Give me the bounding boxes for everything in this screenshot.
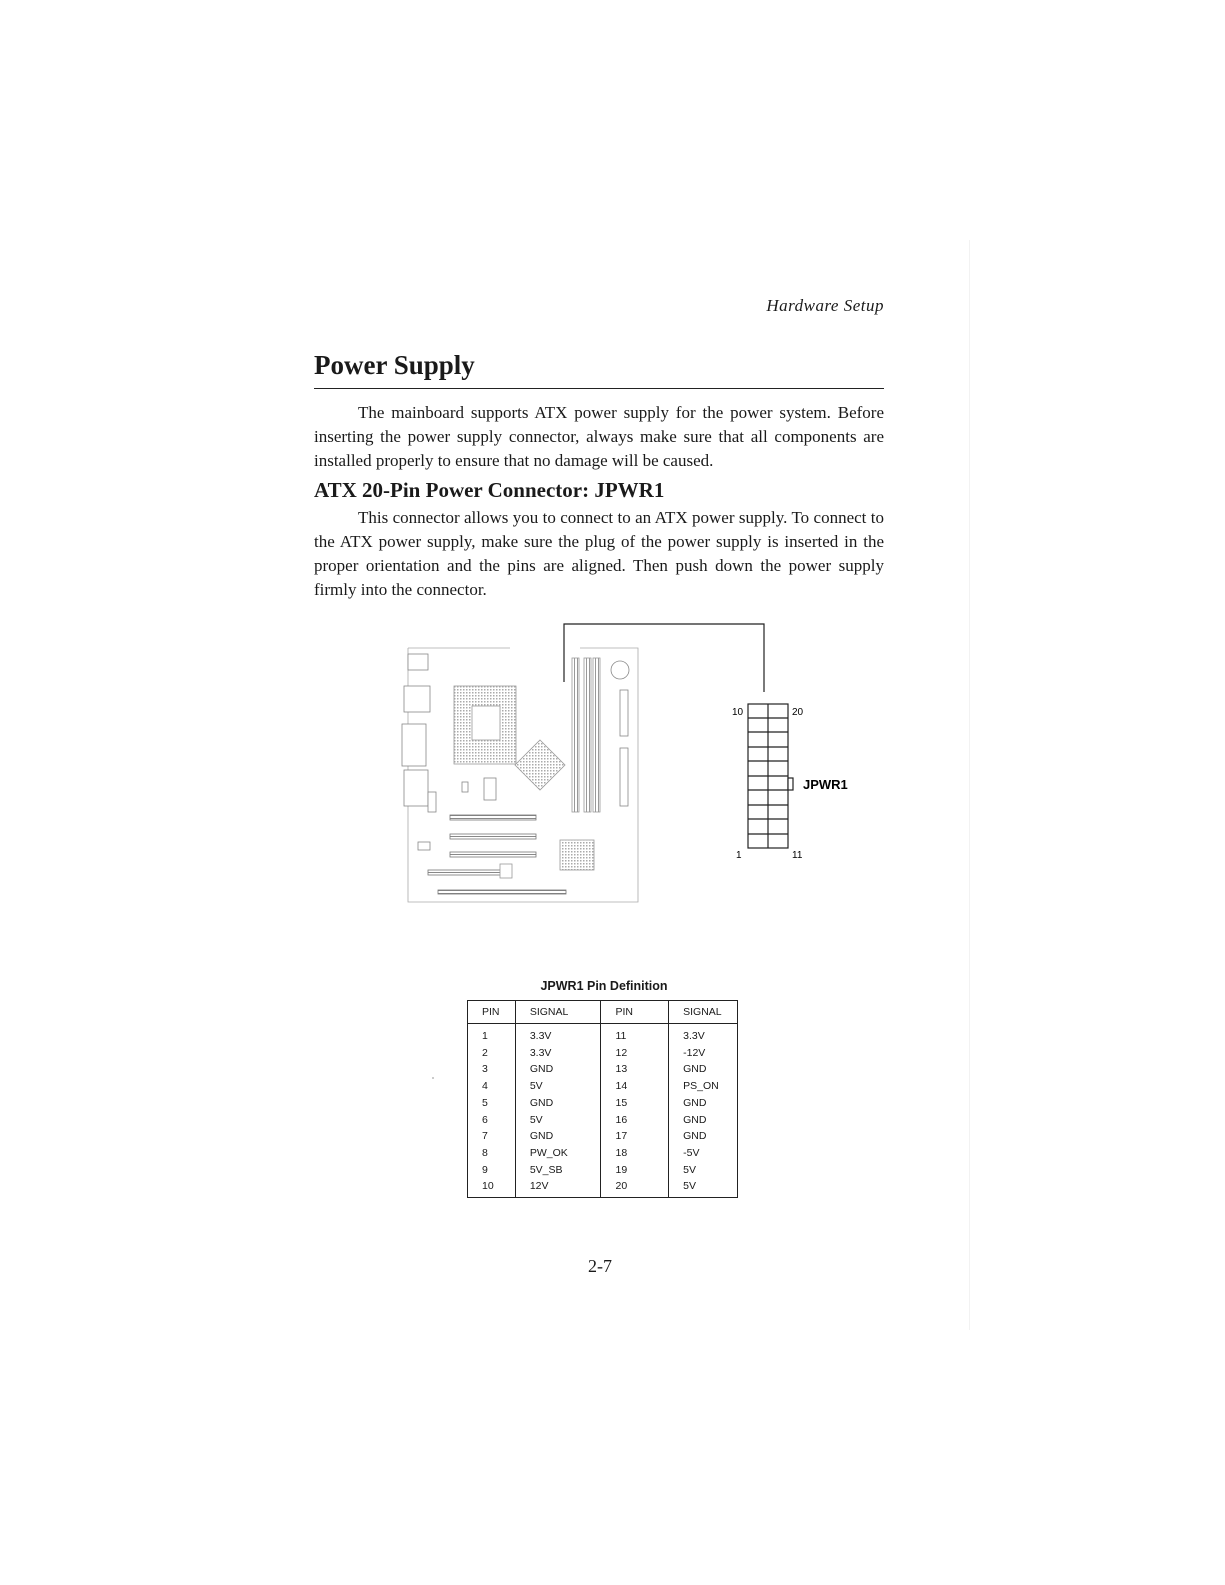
table-row xyxy=(468,1162,738,1179)
running-header: Hardware Setup xyxy=(766,296,884,315)
pin-table-caption: JPWR1 Pin Definition xyxy=(540,979,668,993)
table-row xyxy=(468,1078,738,1095)
table-cell: 5V_SB xyxy=(515,1162,601,1179)
table-cell: GND xyxy=(669,1128,738,1145)
table-row xyxy=(468,1128,738,1145)
table-cell: GND xyxy=(515,1095,601,1112)
table-cell: 6 xyxy=(468,1112,516,1129)
page-number: 2-7 xyxy=(588,1256,612,1276)
table-cell: GND xyxy=(669,1112,738,1129)
table-row xyxy=(468,1112,738,1129)
table-cell: 5V xyxy=(669,1162,738,1179)
table-cell: 1 xyxy=(468,1024,516,1045)
table-header-cell: SIGNAL xyxy=(669,1001,738,1024)
table-cell: PW_OK xyxy=(515,1145,601,1162)
expansion-slots xyxy=(428,815,566,894)
cpu-socket xyxy=(454,686,516,764)
table-cell: 14 xyxy=(601,1078,669,1095)
table-cell: 7 xyxy=(468,1128,516,1145)
table-cell: -12V xyxy=(669,1045,738,1062)
intro-paragraph: The mainboard supports ATX power supply for the power system. Before inserting the power supply connector, always make sure that all components are installed properly to ensure that no damage will be caused. xyxy=(314,403,884,470)
table-cell: 13 xyxy=(601,1061,669,1078)
pin-label-10: 10 xyxy=(732,707,744,718)
table-cell: GND xyxy=(669,1061,738,1078)
table-cell: GND xyxy=(515,1061,601,1078)
table-row xyxy=(468,1095,738,1112)
board-outline xyxy=(408,648,638,902)
table-cell: 10 xyxy=(468,1178,516,1197)
table-cell: 8 xyxy=(468,1145,516,1162)
table-cell: 3.3V xyxy=(669,1024,738,1045)
jpwr1-connector xyxy=(748,704,793,848)
pin-label-11: 11 xyxy=(792,850,803,861)
table-cell: 3.3V xyxy=(515,1045,601,1062)
table-cell: 20 xyxy=(601,1178,669,1197)
pin-label-1: 1 xyxy=(736,850,742,861)
table-cell: 2 xyxy=(468,1045,516,1062)
northbridge-chip xyxy=(515,740,565,790)
ide-fdd-headers xyxy=(611,661,629,806)
connector-paragraph: This connector allows you to connect to an ATX power supply. To connect to the ATX power supply, make sure the plug of the power supply is inserted in the proper orientation and the pins are aligned. Then push down the power supply firmly into the connector. xyxy=(314,508,884,599)
section-title: Power Supply xyxy=(314,350,475,380)
table-cell: 5 xyxy=(468,1095,516,1112)
table-cell: 12V xyxy=(515,1178,601,1197)
table-cell: 3.3V xyxy=(515,1024,601,1045)
table-cell: 11 xyxy=(601,1024,669,1045)
pin-label-20: 20 xyxy=(792,707,804,718)
table-cell: GND xyxy=(669,1095,738,1112)
table-cell: 15 xyxy=(601,1095,669,1112)
subsection-title: ATX 20-Pin Power Connector: JPWR1 xyxy=(314,478,665,502)
table-cell: 17 xyxy=(601,1128,669,1145)
table-cell: 9 xyxy=(468,1162,516,1179)
scan-speck xyxy=(432,1077,434,1079)
table-cell: 19 xyxy=(601,1162,669,1179)
table-cell: GND xyxy=(515,1128,601,1145)
scan-edge-line xyxy=(969,240,970,1330)
table-row xyxy=(468,1178,738,1197)
table-row xyxy=(468,1145,738,1162)
connector-label: JPWR1 xyxy=(803,777,848,792)
table-cell: 18 xyxy=(601,1145,669,1162)
table-cell: PS_ON xyxy=(669,1078,738,1095)
table-cell: 5V xyxy=(515,1078,601,1095)
table-cell: 16 xyxy=(601,1112,669,1129)
table-row xyxy=(468,1045,738,1062)
table-header-cell: PIN xyxy=(601,1001,669,1024)
mainboard-diagram-svg xyxy=(400,620,870,920)
table-cell: -5V xyxy=(669,1145,738,1162)
dimm-slots xyxy=(572,658,600,812)
mainboard-diagram xyxy=(400,620,870,920)
table-cell: 4 xyxy=(468,1078,516,1095)
table-row xyxy=(468,1061,738,1078)
table-cell: 5V xyxy=(669,1178,738,1197)
rear-io-ports xyxy=(402,654,436,812)
table-row xyxy=(468,1024,738,1045)
table-cell: 5V xyxy=(515,1112,601,1129)
table-cell: 12 xyxy=(601,1045,669,1062)
table-header-cell: PIN xyxy=(468,1001,516,1024)
pin-definition-table xyxy=(467,1000,738,1198)
southbridge-chip xyxy=(500,840,594,878)
title-rule xyxy=(314,388,884,389)
table-header-cell: SIGNAL xyxy=(515,1001,601,1024)
table-header-row xyxy=(468,1001,738,1024)
table-cell: 3 xyxy=(468,1061,516,1078)
